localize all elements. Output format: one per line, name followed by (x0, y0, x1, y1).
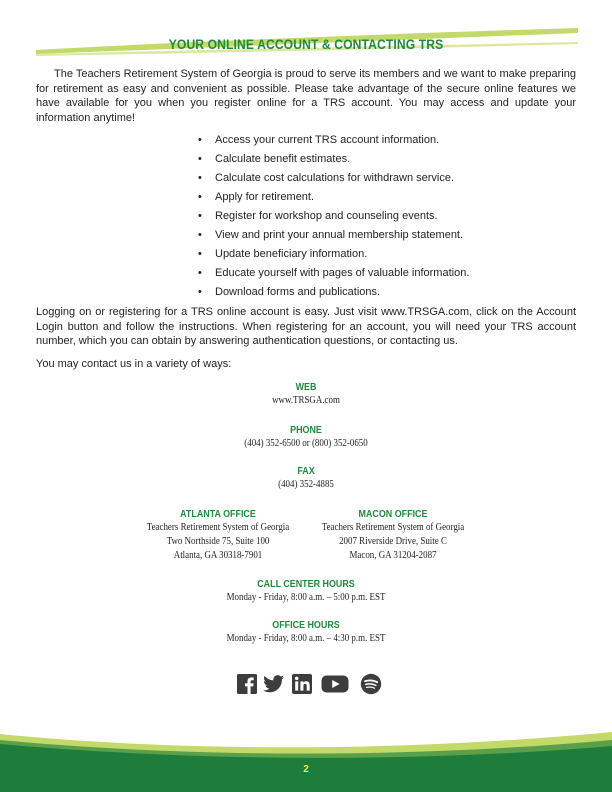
list-item-text: Register for workshop and counseling events. (215, 210, 438, 222)
list-item (198, 188, 528, 207)
list-item (198, 169, 528, 188)
fax-contact (156, 464, 456, 492)
bullet: • (198, 153, 202, 165)
call-center-heading: CALL CENTER HOURS (257, 578, 355, 590)
web-contact (156, 380, 456, 408)
list-item (198, 264, 528, 283)
features-list (198, 131, 528, 302)
bullet: • (198, 134, 202, 146)
list-item-text: Update beneficiary information. (215, 248, 368, 260)
list-item-text: View and print your annual membership statement. (215, 229, 464, 241)
social-icons (236, 673, 382, 695)
spotify-icon[interactable] (360, 673, 382, 695)
macon-line3: Macon, GA 31204-2087 (349, 550, 437, 561)
page-number: 2 (303, 764, 309, 775)
atlanta-heading: ATLANTA OFFICE (180, 508, 256, 520)
bullet: • (198, 229, 202, 241)
macon-line1: Teachers Retirement System of Georgia (321, 522, 465, 533)
list-item-text: Apply for retirement. (215, 191, 315, 203)
footer-band (0, 720, 612, 792)
bullet: • (198, 210, 202, 222)
atlanta-line1: Teachers Retirement System of Georgia (146, 522, 290, 533)
list-item-text: Educate yourself with pages of valuable information. (215, 267, 470, 279)
bullet: • (198, 286, 202, 298)
web-link[interactable]: www.TRSGA.com (272, 395, 340, 406)
phone-contact (156, 423, 456, 451)
macon-heading: MACON OFFICE (358, 508, 428, 520)
list-item (198, 283, 528, 302)
linkedin-icon[interactable] (291, 673, 313, 695)
twitter-icon[interactable] (263, 673, 285, 695)
atlanta-line3: Atlanta, GA 30318-7901 (173, 550, 263, 561)
atlanta-office (118, 507, 318, 563)
bullet: • (198, 172, 202, 184)
login-paragraph: Logging on or registering for a TRS online account is easy. Just visit www.TRSGA.com, click on the Account Login button and follow the instructions. When registering for an account, you will need your TRS account number, which you can obtain by answering authentication questions, or contacting us. (36, 306, 576, 348)
page-title: YOUR ONLINE ACCOUNT & CONTACTING TRS (168, 37, 444, 52)
list-item-text: Download forms and publications. (215, 286, 381, 298)
office-hours-heading: OFFICE HOURS (272, 619, 340, 631)
list-item (198, 226, 528, 245)
office-hours-value: Monday - Friday, 8:00 a.m. – 4:30 p.m. EST (226, 633, 386, 644)
macon-line2: 2007 Riverside Drive, Suite C (339, 536, 447, 547)
atlanta-line2: Two Northside 75, Suite 100 (166, 536, 270, 547)
bullet: • (198, 248, 202, 260)
fax-heading: FAX (297, 465, 315, 477)
intro-text: The Teachers Retirement System of Georgia is proud to serve its members and we want to make preparing for retirement as easy and convenient as possible. Please take advantage of the secure online features we have available for you when you register online for a TRS account. You may access and update your information anytime! (36, 68, 576, 124)
call-center-hours (156, 577, 456, 605)
list-item-text: Calculate benefit estimates. (215, 153, 351, 165)
office-hours (156, 618, 456, 646)
list-item-text: Access your current TRS account information. (215, 134, 440, 146)
list-item-text: Calculate cost calculations for withdrawn service. (215, 172, 455, 184)
list-item (198, 207, 528, 226)
contact-intro: You may contact us in a variety of ways: (36, 358, 232, 370)
facebook-icon[interactable] (236, 673, 258, 695)
phone-heading: PHONE (290, 424, 322, 436)
intro-paragraph (36, 67, 576, 125)
list-item (198, 131, 528, 150)
fax-number: (404) 352-4885 (278, 479, 334, 490)
web-heading: WEB (295, 381, 317, 393)
macon-office (293, 507, 493, 563)
bullet: • (198, 191, 202, 203)
list-item (198, 150, 528, 169)
list-item (198, 245, 528, 264)
youtube-icon[interactable] (321, 673, 349, 695)
call-center-value: Monday - Friday, 8:00 a.m. – 5:00 p.m. EST (226, 592, 386, 603)
phone-numbers: (404) 352-6500 or (800) 352-0650 (244, 438, 368, 449)
bullet: • (198, 267, 202, 279)
